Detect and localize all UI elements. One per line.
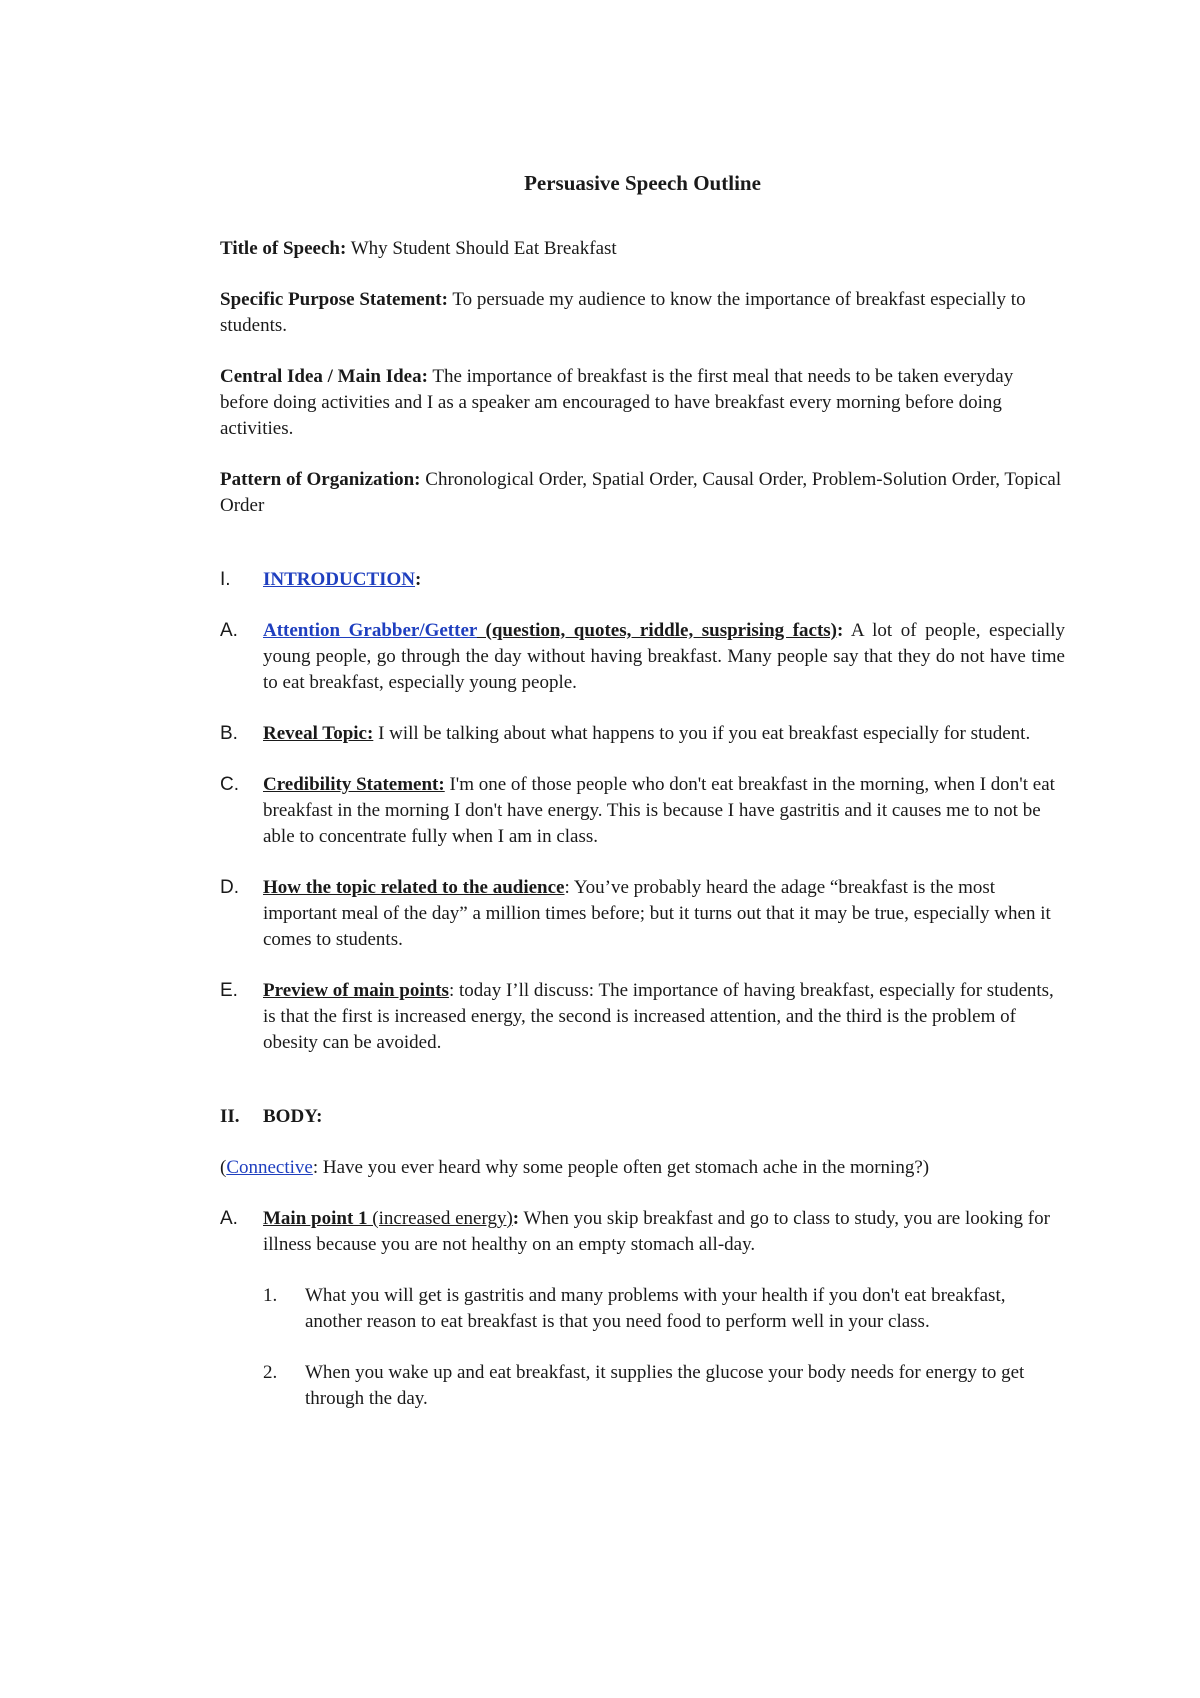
main-point-label: Main point 1	[263, 1208, 368, 1229]
item-mark: B.	[220, 723, 238, 744]
reveal-topic-label: Reveal Topic:	[263, 723, 374, 744]
body-title: BODY:	[263, 1106, 323, 1127]
attention-grabber-text: A lot of people, especially young people, go through the day without having breakfast. Many people say that they do not have time to eat breakfast, especially young people.	[263, 620, 1065, 693]
introduction-heading	[220, 567, 1065, 593]
central-label: Central Idea / Main Idea:	[220, 366, 428, 387]
connective-line	[220, 1155, 1065, 1181]
connective-text: : Have you ever heard why some people often get stomach ache in the morning?)	[312, 1157, 930, 1178]
preview-label: Preview of main points	[263, 980, 449, 1001]
intro-item-audience-relation	[220, 875, 1065, 953]
main-point-note: (increased energy)	[367, 1208, 513, 1229]
credibility-label: Credibility Statement:	[263, 774, 445, 795]
introduction-link[interactable]: INTRODUCTION	[263, 569, 416, 590]
pattern-value: Chronological Order, Spatial Order, Causal Order, Problem-Solution Order, Topical Order	[220, 469, 1062, 516]
intro-item-attention	[220, 618, 1065, 696]
audience-relation-label: How the topic related to the audience	[263, 877, 565, 898]
attention-grabber-link[interactable]: Attention Grabber/Getter	[263, 620, 477, 641]
subpoint-mark: 1.	[263, 1285, 278, 1306]
reveal-topic-text: I will be talking about what happens to you if you eat breakfast especially for student.	[373, 723, 1031, 744]
item-mark: A.	[220, 620, 238, 641]
intro-item-reveal-topic	[220, 721, 1065, 747]
body-numeral: II.	[220, 1106, 240, 1127]
document-title: Persuasive Speech Outline	[524, 171, 761, 195]
main-point-text: When you skip breakfast and go to class to study, you are looking for illness because you are not healthy on an empty stomach all-day.	[263, 1208, 1050, 1255]
purpose-value: To persuade my audience to know the importance of breakfast especially to students.	[220, 289, 1026, 336]
body-heading	[220, 1104, 1065, 1130]
subpoint-1	[263, 1283, 1065, 1335]
audience-relation-text: : You’ve probably heard the adage “breakfast is the most important meal of the day” a million times before; but it turns out that it may be true, especially when it comes to students.	[263, 877, 1051, 950]
speech-title-value: Why Student Should Eat Breakfast	[346, 238, 617, 259]
intro-item-credibility	[220, 772, 1065, 850]
document-page	[220, 170, 1065, 1437]
item-mark: C.	[220, 774, 239, 795]
speech-title-line	[220, 236, 1065, 262]
item-mark: D.	[220, 877, 239, 898]
central-idea	[220, 364, 1065, 442]
purpose-statement	[220, 287, 1065, 339]
introduction-colon: :	[415, 569, 422, 590]
speech-title-label: Title of Speech:	[220, 238, 347, 259]
connective-link[interactable]: Connective	[226, 1157, 313, 1178]
purpose-label: Specific Purpose Statement:	[220, 289, 448, 310]
attention-grabber-colon: :	[837, 620, 844, 641]
attention-grabber-note: (question, quotes, riddle, susprising facts)	[476, 620, 838, 641]
pattern-label: Pattern of Organization:	[220, 469, 421, 490]
subpoint-mark: 2.	[263, 1362, 278, 1383]
item-mark: A.	[220, 1208, 238, 1229]
connective-open: (	[220, 1157, 227, 1178]
item-mark: E.	[220, 980, 238, 1001]
preview-text: : today I’ll discuss: The importance of having breakfast, especially for students, is that the first is increased energy, the second is increased attention, and the third is the problem of obesity can be avoided.	[263, 980, 1054, 1053]
subpoint-text: What you will get is gastritis and many problems with your health if you don't eat breakfast, another reason to eat breakfast is that you need food to perform well in your class.	[305, 1285, 1006, 1332]
main-point-1	[220, 1206, 1065, 1258]
subpoint-2	[263, 1360, 1065, 1412]
subpoint-text: When you wake up and eat breakfast, it supplies the glucose your body needs for energy to get through the day.	[305, 1362, 1025, 1409]
introduction-numeral: I.	[220, 569, 231, 590]
intro-item-preview	[220, 978, 1065, 1056]
main-point-colon: :	[512, 1208, 520, 1229]
credibility-text: I'm one of those people who don't eat breakfast in the morning, when I don't eat breakfast in the morning I don't have energy. This is because I have gastritis and it causes me to not be able to concentrate fully when I am in class.	[263, 774, 1055, 847]
central-value: The importance of breakfast is the first meal that needs to be taken everyday before doing activities and I as a speaker am encouraged to have breakfast every morning before doing activities.	[220, 366, 1014, 439]
pattern-of-organization	[220, 467, 1065, 519]
